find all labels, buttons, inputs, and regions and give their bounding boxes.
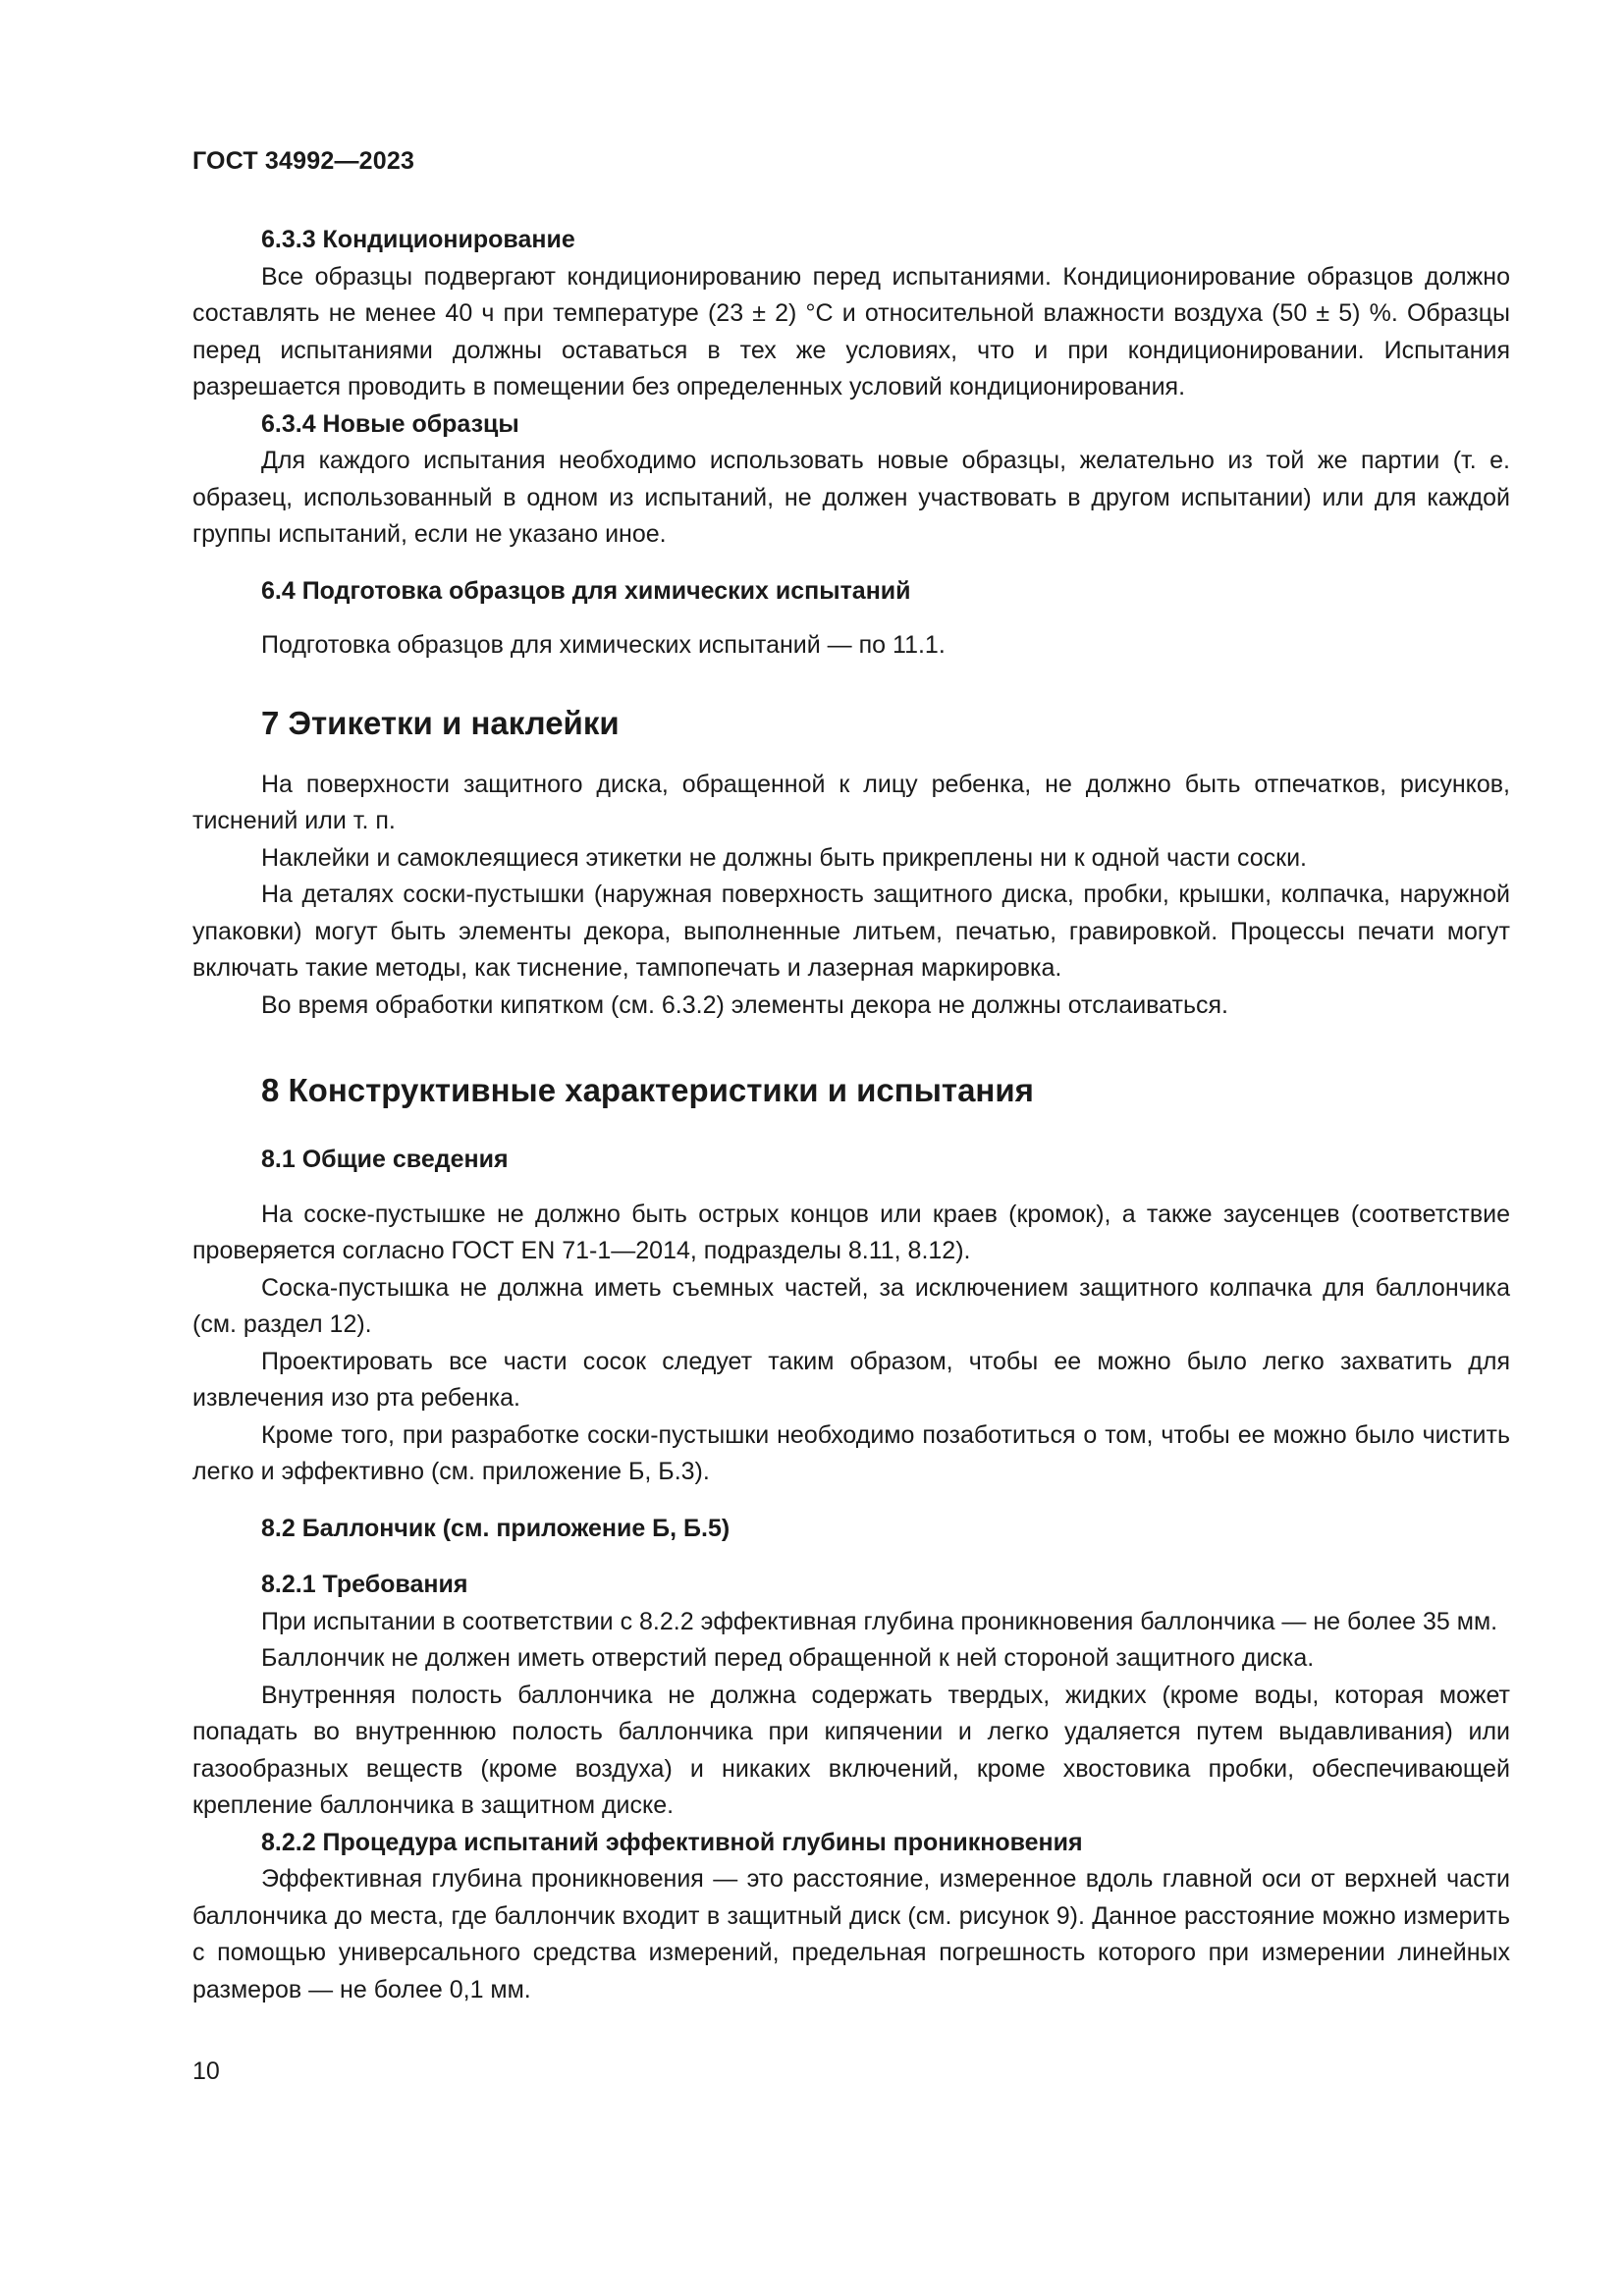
section-8-heading: 8 Конструктивные характеристики и испытания	[261, 1072, 1034, 1108]
section-6-3-3-paragraph: Все образцы подвергают кондиционированию перед испытаниями. Кондиционирование образцов должно составлять не менее 40 ч при температуре (23 ± 2) °С и относительной влажности воздуха (50 ± 5) %. Образцы перед испытаниями должны оставаться в тех же условиях, что и при кондиционировании. Испытания разрешается проводить в помещении без определенных условий кондиционирования.	[192, 262, 1510, 400]
document-body	[192, 222, 1510, 2008]
section-8-2-1-paragraph-2: Баллончик не должен иметь отверстий перед обращенной к ней стороной защитного диска.	[261, 1644, 1315, 1672]
section-8-1-paragraph-1: На соске-пустышке не должно быть острых концов или краев (кромок), а также заусенцев (соответствие проверяется согласно ГОСТ EN 71-1—2014, подразделы 8.11, 8.12).	[192, 1200, 1510, 1264]
page-number: 10	[192, 2057, 220, 2085]
section-8-2-2-paragraph: Эффективная глубина проникновения — это расстояние, измеренное вдоль главной оси от верхней части баллончика до места, где баллончик входит в защитный диск (см. рисунок 9). Данное расстояние можно измерить с помощью универсального средства измерений, предельная погрешность которого при измерении линейных размеров — не более 0,1 мм.	[192, 1865, 1510, 2003]
section-7-paragraph-2: Наклейки и самоклеящиеся этикетки не должны быть прикреплены ни к одной части соски.	[261, 843, 1307, 872]
section-8-1-paragraph-4: Кроме того, при разработке соски-пустышки необходимо позаботиться о том, чтобы ее можно было чистить легко и эффективно (см. приложение Б, Б.3).	[192, 1420, 1510, 1485]
section-6-3-4-paragraph: Для каждого испытания необходимо использовать новые образцы, желательно из той же партии (т. е. образец, использованный в одном из испытаний, не должен участвовать в другом испытании) или для каждой группы испытаний, если не указано иное.	[192, 447, 1510, 548]
section-8-2-1-paragraph-1: При испытании в соответствии с 8.2.2 эффективная глубина проникновения баллончика — не более 35 мм.	[261, 1607, 1498, 1635]
section-6-3-3-heading: 6.3.3 Кондиционирование	[261, 226, 575, 253]
document-code-header: ГОСТ 34992—2023	[192, 147, 415, 175]
section-6-4-paragraph: Подготовка образцов для химических испытаний — по 11.1.	[261, 631, 946, 659]
section-8-2-2-heading: 8.2.2 Процедура испытаний эффективной глубины проникновения	[261, 1828, 1083, 1856]
section-7-paragraph-1: На поверхности защитного диска, обращенной к лицу ребенка, не должно быть отпечатков, рисунков, тиснений или т. п.	[192, 770, 1510, 834]
section-8-2-heading: 8.2 Баллончик (см. приложение Б, Б.5)	[261, 1514, 731, 1542]
section-7-paragraph-3: На деталях соски-пустышки (наружная поверхность защитного диска, пробки, крышки, колпачка, наружной упаковки) могут быть элементы декора, выполненные литьем, печатью, гравировкой. Процессы печати могут включать такие методы, как тиснение, тампопечать и лазерная маркировка.	[192, 881, 1510, 982]
section-8-2-1-heading: 8.2.1 Требования	[261, 1571, 468, 1598]
section-7-heading: 7 Этикетки и наклейки	[261, 704, 620, 741]
section-6-3-4-heading: 6.3.4 Новые образцы	[261, 409, 519, 438]
section-7-paragraph-4: Во время обработки кипятком (см. 6.3.2) элементы декора не должны отслаиваться.	[261, 990, 1228, 1019]
section-8-1-heading: 8.1 Общие сведения	[261, 1146, 509, 1173]
section-8-1-paragraph-3: Проектировать все части сосок следует таким образом, чтобы ее можно было легко захватить для извлечения изо рта ребенка.	[192, 1347, 1510, 1412]
section-6-4-heading: 6.4 Подготовка образцов для химических испытаний	[261, 576, 911, 605]
section-8-1-paragraph-2: Соска-пустышка не должна иметь съемных частей, за исключением защитного колпачка для баллончика (см. раздел 12).	[192, 1273, 1510, 1338]
section-8-2-1-paragraph-3: Внутренняя полость баллончика не должна содержать твердых, жидких (кроме воды, которая может попадать во внутреннюю полость баллончика при кипячении и легко удаляется путем выдавливания) или газообразных веществ (кроме воздуха) и никаких включений, кроме хвостовика пробки, обеспечивающей крепление баллончика в защитном диске.	[192, 1681, 1510, 1819]
